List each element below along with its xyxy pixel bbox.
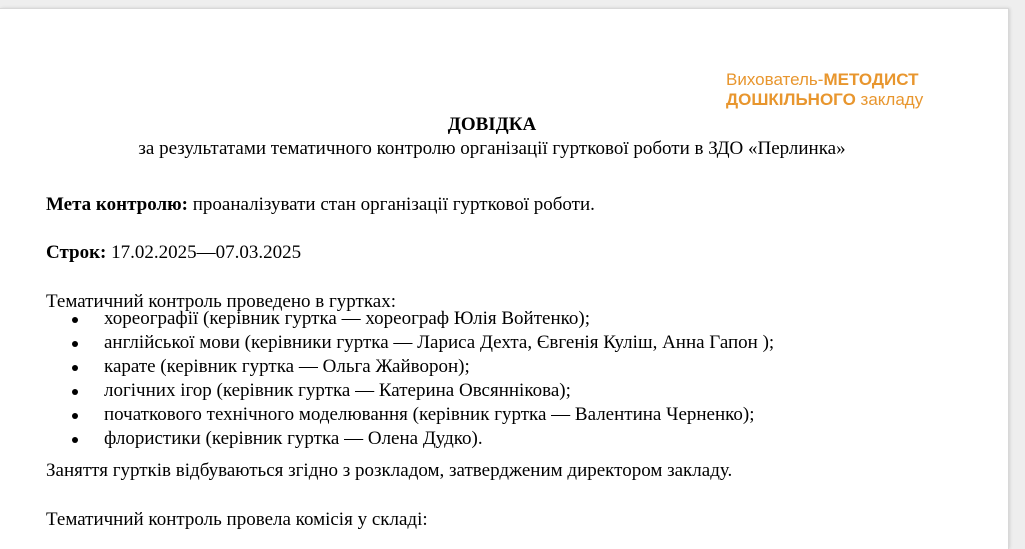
- list-item-text: англійської мови (керівники гуртка — Лариса Дехта, Євгенія Куліш, Анна Гапон );: [104, 332, 775, 353]
- list-item-text: карате (керівник гуртка — Ольга Жайворон);: [104, 356, 470, 377]
- term-label: Строк:: [46, 242, 107, 263]
- bullet-icon: [72, 413, 78, 419]
- list-item-text: флористики (керівник гуртка — Олена Дудко).: [104, 428, 483, 449]
- bullet-icon: [72, 389, 78, 395]
- bullet-icon: [72, 437, 78, 443]
- term-paragraph: [46, 242, 301, 264]
- logo: [726, 70, 966, 110]
- groups-list: [46, 308, 774, 452]
- bullet-icon: [72, 317, 78, 323]
- goal-label: Мета контролю:: [46, 194, 188, 215]
- list-item: [46, 380, 774, 404]
- goal-paragraph: [46, 194, 595, 216]
- schedule-paragraph: Заняття гуртків відбуваються згідно з розкладом, затвердженим директором закладу.: [46, 460, 733, 481]
- list-item-text: логічних ігор (керівник гуртка — Катерина Овсяннікова);: [104, 380, 571, 401]
- logo-line-2: [726, 90, 966, 110]
- bullet-icon: [72, 365, 78, 371]
- commission-paragraph: Тематичний контроль провела комісія у складі:: [46, 509, 428, 530]
- term-text: 17.02.2025—07.03.2025: [106, 242, 302, 263]
- document-title: ДОВІДКА: [447, 114, 537, 135]
- logo-line-2-bold: ДОШКІЛЬНОГО: [726, 90, 856, 109]
- list-item: [46, 404, 774, 428]
- list-item: [46, 356, 774, 380]
- list-item: [46, 428, 774, 452]
- list-item: [46, 332, 774, 356]
- document-page: [0, 8, 1009, 549]
- list-item-text: початкового технічного моделювання (керівник гуртка — Валентина Черненко);: [104, 404, 755, 425]
- logo-line-1-bold: МЕТОДИСТ: [823, 70, 919, 89]
- logo-line-1: [726, 70, 966, 90]
- intro-paragraph: Тематичний контроль проведено в гуртках:: [46, 291, 396, 312]
- logo-line-2-regular: закладу: [855, 90, 924, 109]
- list-item-text: хореографії (керівник гуртка — хореограф Юлія Войтенко);: [104, 308, 591, 329]
- logo-line-1-regular: Вихователь-: [726, 70, 824, 89]
- list-item: [46, 308, 774, 332]
- goal-text: проаналізувати стан організації гурткової роботи.: [187, 194, 595, 215]
- document-subtitle: за результатами тематичного контролю організації гурткової роботи в ЗДО «Перлинка»: [138, 138, 846, 159]
- bullet-icon: [72, 341, 78, 347]
